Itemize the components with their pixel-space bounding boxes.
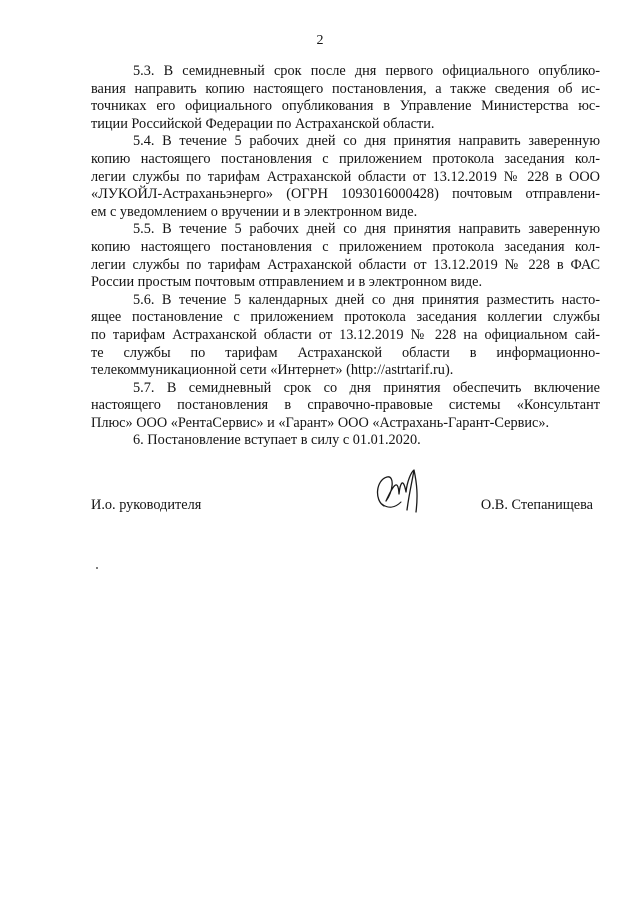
handwritten-signature [370, 464, 430, 520]
text-line: легии службы по тарифам Астраханской области от 13.12.2019 № 228 в ООО [91, 168, 600, 185]
text-line: Плюс» ООО «РентаСервис» и «Гарант» ООО «Астрахань-Гарант-Сервис». [91, 414, 550, 431]
text-line: настоящего постановления в справочно-правовые системы «Консультант [91, 397, 600, 414]
signatory-name: О.В. Степанищева [480, 497, 593, 513]
signatory-title: И.о. руководителя [91, 497, 202, 513]
paragraph-5-7 [91, 380, 600, 433]
paragraph-5-5 [91, 221, 600, 291]
text-line: ем с уведомлением о вручении и в электронном виде. [91, 203, 418, 220]
text-line: по тарифам Астраханской области от 13.12.2019 № 228 на официальном сай- [91, 326, 600, 343]
text-line: 6. Постановление вступает в силу с 01.01.2020. [133, 432, 421, 449]
text-line: вания направить копию настоящего постановления, а также сведения об ис- [91, 80, 600, 97]
text-line: те службы по тарифам Астраханской области в информационно- [91, 344, 600, 361]
text-line: тиции Российской Федерации по Астраханской области. [91, 115, 435, 132]
page-number: 2 [316, 33, 324, 48]
text-line: 5.6. В течение 5 календарных дней со дня принятия разместить насто- [133, 291, 600, 308]
paragraph-5-4 [91, 133, 600, 221]
text-line: точниках его официального опубликования в Управление Министерства юс- [91, 98, 600, 115]
document-body [91, 63, 600, 450]
text-line: телекоммуникационной сети «Интернет» (http://astrtarif.ru). [91, 362, 454, 379]
text-line: копию настоящего постановления с приложением протокола заседания кол- [91, 238, 600, 255]
paragraph-5-3 [91, 63, 600, 133]
text-line: легии службы по тарифам Астраханской области от 13.12.2019 № 228 в ФАС [91, 256, 600, 273]
text-line: 5.4. В течение 5 рабочих дней со дня принятия направить заверенную [133, 133, 600, 150]
text-line: ящее постановление с приложением протокола заседания коллегии службы [91, 309, 600, 326]
paragraph-6 [91, 432, 600, 450]
paragraph-5-6 [91, 292, 600, 380]
scan-speck [96, 567, 98, 569]
text-line: 5.5. В течение 5 рабочих дней со дня принятия направить заверенную [133, 221, 600, 238]
text-line: России простым почтовым отправлением и в электронном виде. [91, 274, 483, 291]
text-line: 5.7. В семидневный срок со дня принятия обеспечить включение [133, 379, 600, 396]
text-line: «ЛУКОЙЛ-Астраханьэнерго» (ОГРН 1093016000428) почтовым отправлени- [91, 186, 600, 203]
signature-block [91, 497, 600, 519]
text-line: копию настоящего постановления с приложением протокола заседания кол- [91, 150, 600, 167]
text-line: 5.3. В семидневный срок после дня первого официального опублико- [133, 63, 600, 79]
